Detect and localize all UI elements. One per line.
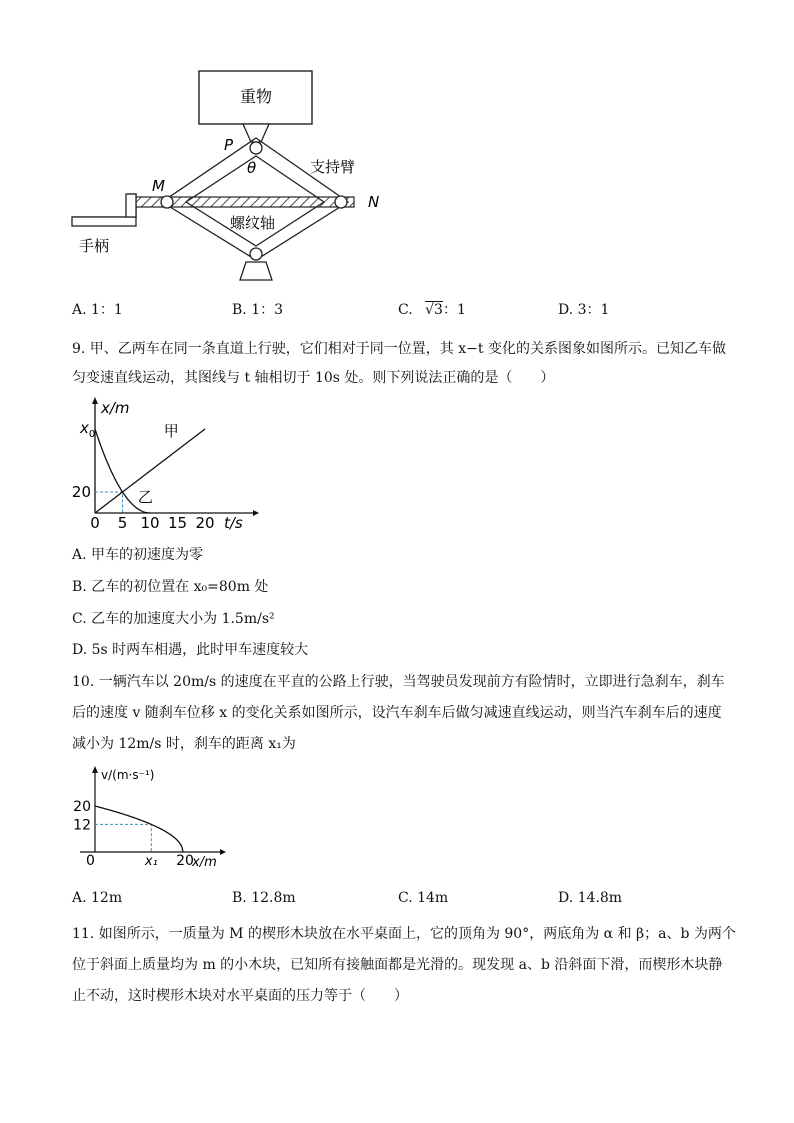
- y-tick-label-20: 20: [73, 799, 91, 815]
- pin-bottom: [250, 248, 262, 260]
- q9-xt-chart: [70, 395, 260, 535]
- x-tick-label: 10: [140, 514, 160, 532]
- q9-option-d[interactable]: D. 5s 时两车相遇，此时甲车速度较大: [72, 642, 309, 658]
- x-tick-label-x1: x₁: [144, 854, 158, 869]
- q9-option-c[interactable]: C. 乙车的加速度大小为 1.5m/s²: [72, 611, 275, 627]
- q8-option-d[interactable]: D. 3：1: [558, 302, 610, 318]
- label-P: P: [224, 136, 234, 154]
- annotation-yi: 乙: [137, 488, 153, 506]
- x-axis-arrow: [220, 849, 226, 855]
- q8-option-b[interactable]: B. 1：3: [232, 302, 284, 318]
- weight-label: 重物: [239, 87, 273, 106]
- x-tick-label: 20: [195, 514, 215, 532]
- x-tick-label: 5: [117, 514, 128, 532]
- q11-stem-line2: 位于斜面上质量均为 m 的小木块，已知所有接触面都是光滑的。现发现 a、b 沿斜面下滑，而楔形木块静: [72, 957, 723, 973]
- y-tick-label-12: 12: [73, 817, 91, 834]
- y-axis-arrow: [92, 397, 98, 404]
- q10-stem-line1: 10. 一辆汽车以 20m/s 的速度在平直的公路上行驶，当驾驶员发现前方有险情时，立即进行急刹车，刹车: [72, 674, 725, 690]
- q8-option-c[interactable]: [398, 300, 466, 320]
- q10-stem-line2: 后的速度 v 随刹车位移 x 的变化关系如图所示，设汽车刹车后做匀减速直线运动，则当汽车刹车后的速度: [72, 705, 722, 721]
- pin-top: [250, 142, 262, 154]
- q11-stem-line1: 11. 如图所示，一质量为 M 的楔形木块放在水平桌面上，它的顶角为 90°，两底角为 α 和 β；a、b 为两个: [72, 926, 736, 942]
- label-M: M: [152, 177, 165, 195]
- q10-option-b[interactable]: B. 12.8m: [232, 890, 296, 906]
- label-N: N: [368, 193, 380, 211]
- label-theta: θ: [247, 159, 257, 177]
- series-vx-curve: [95, 806, 183, 852]
- annotation-jia: 甲: [163, 422, 179, 440]
- x-tick-label: 15: [167, 514, 188, 532]
- x-axis-label: t/s: [224, 514, 243, 532]
- y-tick-label-20: 20: [71, 483, 91, 501]
- q8-option-c-suffix: ：1: [442, 302, 466, 318]
- top-connector: [243, 124, 269, 142]
- y-axis-arrow: [92, 766, 98, 773]
- x-tick-label-0: 0: [86, 853, 95, 869]
- q10-vx-chart: [70, 765, 230, 875]
- label-screw: 螺纹轴: [230, 214, 276, 232]
- q10-option-c[interactable]: C. 14m: [398, 890, 449, 906]
- x-tick-label: 0: [90, 514, 100, 532]
- q9-stem-line2: 匀变速直线运动，其图线与 t 轴相切于 10s 处。则下列说法正确的是（ ）: [72, 370, 555, 386]
- q11-stem-line3: 止不动，这时楔形木块对水平桌面的压力等于（ ）: [72, 988, 408, 1004]
- q10-stem-line3: 减小为 12m/s 时，刹车的距离 x₁为: [72, 736, 296, 752]
- q8-option-c-prefix: C.: [398, 302, 413, 318]
- x-axis-label: x/m: [192, 855, 217, 870]
- y-tick-label-x0: $x_0$: [80, 419, 96, 440]
- label-handle: 手柄: [79, 237, 110, 255]
- x-axis-arrow: [253, 510, 259, 516]
- q9-stem-line1: 9. 甲、乙两车在同一条直道上行驶，它们相对于同一位置，其 x−t 变化的关系图象如图所示。已知乙车做: [72, 341, 726, 357]
- x-tick-label-20: 20: [176, 853, 194, 869]
- y-axis-label: v/(m·s⁻¹): [101, 768, 155, 782]
- q10-option-d[interactable]: D. 14.8m: [558, 890, 623, 906]
- base: [240, 262, 272, 280]
- label-arm: 支持臂: [310, 158, 356, 176]
- q10-option-a[interactable]: A. 12m: [72, 890, 123, 906]
- q8-option-a[interactable]: A. 1：1: [72, 302, 123, 318]
- sqrt-symbol: √3: [425, 302, 443, 318]
- pin-N: [335, 196, 347, 208]
- q9-option-a[interactable]: A. 甲车的初速度为零: [72, 547, 204, 563]
- jack-diagram: [60, 60, 410, 290]
- q9-option-b[interactable]: B. 乙车的初位置在 x₀=80m 处: [72, 579, 269, 595]
- pin-M: [161, 196, 173, 208]
- guide-line: [95, 824, 151, 852]
- y-axis-label: x/m: [101, 399, 130, 417]
